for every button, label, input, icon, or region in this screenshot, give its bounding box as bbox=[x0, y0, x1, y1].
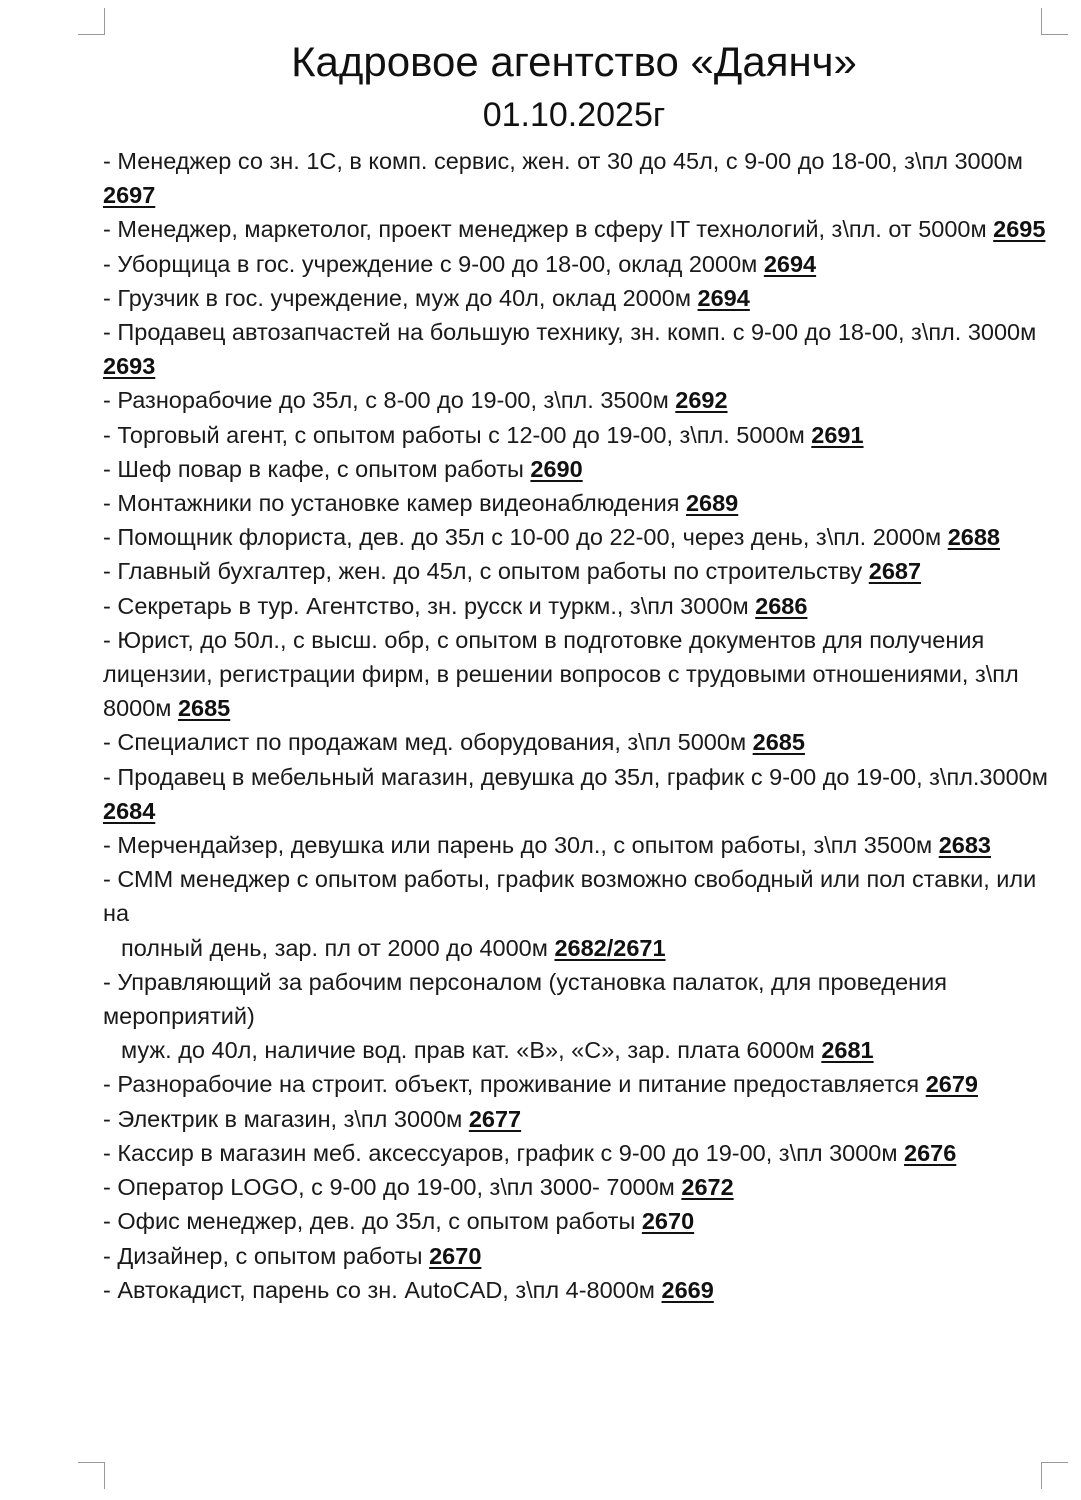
vacancy-item bbox=[103, 383, 1053, 417]
vacancy-code: 2687 bbox=[868, 558, 922, 585]
vacancy-text: - Продавец в мебельный магазин, девушка до 35л, график с 9-00 до 19-00, з\пл.3000м bbox=[103, 763, 1055, 790]
vacancy-item bbox=[103, 520, 1053, 554]
vacancy-text: - Секретарь в тур. Агентство, зн. русск и туркм., з\пл 3000м bbox=[103, 592, 756, 619]
vacancy-item bbox=[103, 452, 1053, 486]
vacancy-continuation bbox=[103, 931, 1053, 965]
vacancy-text: - Торговый агент, с опытом работы с 12-00 до 19-00, з\пл. 5000м bbox=[103, 421, 812, 448]
vacancy-code: 2694 bbox=[697, 284, 750, 311]
vacancy-code: 2688 bbox=[947, 524, 1000, 551]
vacancy-code: 2679 bbox=[925, 1071, 978, 1098]
vacancy-text: - Автокадист, парень со зн. AutoCAD, з\пл 4-8000м bbox=[103, 1276, 662, 1303]
vacancy-code: 2694 bbox=[763, 250, 817, 277]
vacancy-text: - Разнорабочие на строит. объект, проживание и питание предоставляется bbox=[103, 1071, 926, 1098]
vacancy-text: - СММ менеджер с опытом работы, график возможно свободный или пол ставки, или на bbox=[103, 866, 1043, 927]
vacancy-item bbox=[103, 486, 1053, 520]
vacancy-text: - Юрист, до 50л., с высш. обр, с опытом в подготовке документов для получения лицензии, регистрации фирм, в решении вопросов с трудовыми отношениями, з\пл 8000м bbox=[103, 626, 1026, 722]
vacancy-code: 2689 bbox=[685, 490, 739, 517]
vacancy-text: - Кассир в магазин меб. аксессуаров, график с 9-00 до 19-00, з\пл 3000м bbox=[103, 1139, 905, 1166]
vacancy-text: - Менеджер, маркетолог, проект менеджер в сферу IT технологий, з\пл. от 5000м bbox=[103, 216, 994, 243]
vacancy-text: - Грузчик в гос. учреждение, муж до 40л, оклад 2000м bbox=[103, 284, 698, 311]
vacancy-text: - Менеджер со зн. 1С, в комп. сервис, жен. от 30 до 45л, с 9-00 до 18-00, з\пл 3000м bbox=[103, 148, 1030, 174]
vacancy-code: 2683 bbox=[938, 832, 991, 859]
vacancy-item bbox=[103, 725, 1053, 759]
vacancy-item bbox=[103, 1136, 1053, 1170]
vacancy-code: 2684 bbox=[103, 797, 156, 824]
vacancy-code: 2670 bbox=[429, 1242, 482, 1269]
vacancy-item bbox=[103, 760, 1053, 828]
vacancy-code: 2690 bbox=[530, 455, 583, 482]
vacancy-text: - Мерчендайзер, девушка или парень до 30л., с опытом работы, з\пл 3500м bbox=[103, 832, 939, 859]
document-date: 01.10.2025г bbox=[482, 96, 666, 134]
vacancy-code: 2685 bbox=[177, 695, 231, 722]
vacancy-code: 2681 bbox=[821, 1037, 874, 1064]
vacancy-text: - Уборщица в гос. учреждение с 9-00 до 18-00, оклад 2000м bbox=[103, 250, 764, 277]
vacancy-text-continued: муж. до 40л, наличие вод. прав кат. «В», «С», зар. плата 6000м bbox=[121, 1037, 822, 1064]
vacancy-code: 2676 bbox=[904, 1139, 957, 1166]
vacancy-code: 2677 bbox=[468, 1105, 522, 1132]
vacancy-code: 2695 bbox=[993, 216, 1046, 243]
vacancy-item bbox=[103, 247, 1053, 281]
vacancy-code: 2669 bbox=[661, 1276, 714, 1303]
vacancy-code: 2691 bbox=[811, 421, 864, 448]
vacancy-item bbox=[103, 828, 1053, 862]
vacancy-text: - Оператор LOGO, с 9-00 до 19-00, з\пл 3000- 7000м bbox=[103, 1174, 682, 1201]
vacancy-text: - Дизайнер, с опытом работы bbox=[103, 1242, 430, 1269]
vacancy-text: - Управляющий за рабочим персоналом (установка палаток, для проведения мероприятий) bbox=[103, 968, 954, 1030]
vacancy-item bbox=[103, 1239, 1053, 1273]
vacancy-item bbox=[103, 554, 1053, 588]
vacancy-code: 2685 bbox=[752, 729, 805, 756]
vacancy-code: 2682/2671 bbox=[554, 934, 666, 961]
vacancy-item bbox=[103, 589, 1053, 623]
vacancy-code: 2672 bbox=[681, 1174, 734, 1201]
vacancy-code: 2686 bbox=[755, 592, 808, 619]
vacancy-text: - Специалист по продажам мед. оборудования, з\пл 5000м bbox=[103, 729, 753, 756]
vacancy-item bbox=[103, 281, 1053, 315]
vacancy-list bbox=[103, 144, 1053, 1307]
vacancy-continuation bbox=[103, 1033, 1053, 1067]
vacancy-item bbox=[103, 1170, 1053, 1204]
vacancy-text: - Монтажники по установке камер видеонаблюдения bbox=[103, 490, 686, 517]
document-title: Кадровое агентство «Даянч» bbox=[291, 38, 857, 85]
vacancy-text: - Продавец автозапчастей на большую технику, зн. комп. с 9-00 до 18-00, з\пл. 3000м bbox=[103, 319, 1043, 346]
page-corner-mark-top-right bbox=[1041, 8, 1068, 35]
vacancy-item bbox=[103, 1204, 1053, 1238]
vacancy-item bbox=[103, 315, 1053, 383]
vacancy-item bbox=[103, 965, 1053, 1068]
page-corner-mark-bottom-left bbox=[78, 1462, 105, 1489]
vacancy-item bbox=[103, 1102, 1053, 1136]
page-corner-mark-bottom-right bbox=[1041, 1462, 1068, 1489]
vacancy-item bbox=[103, 1273, 1053, 1307]
vacancy-item bbox=[103, 623, 1053, 726]
vacancy-item bbox=[103, 862, 1053, 965]
vacancy-text: - Офис менеджер, дев. до 35л, с опытом работы bbox=[103, 1208, 642, 1235]
page-corner-mark-top-left bbox=[78, 8, 105, 35]
vacancy-code: 2670 bbox=[641, 1208, 695, 1235]
vacancy-text: - Электрик в магазин, з\пл 3000м bbox=[103, 1105, 469, 1132]
vacancy-text: - Помощник флориста, дев. до 35л с 10-00 до 22-00, через день, з\пл. 2000м bbox=[103, 524, 948, 551]
vacancy-text: - Шеф повар в кафе, с опытом работы bbox=[103, 455, 531, 482]
vacancy-text-continued: полный день, зар. пл от 2000 до 4000м bbox=[121, 934, 555, 961]
vacancy-text: - Главный бухгалтер, жен. до 45л, с опытом работы по строительству bbox=[103, 558, 869, 585]
vacancy-item bbox=[103, 1067, 1053, 1101]
vacancy-text: - Разнорабочие до 35л, с 8-00 до 19-00, з\пл. 3500м bbox=[103, 387, 676, 414]
vacancy-item bbox=[103, 212, 1053, 246]
vacancy-item bbox=[103, 418, 1053, 452]
vacancy-code: 2697 bbox=[103, 182, 156, 209]
vacancy-code: 2692 bbox=[675, 387, 728, 414]
vacancy-item bbox=[103, 144, 1053, 212]
vacancy-code: 2693 bbox=[103, 353, 156, 380]
